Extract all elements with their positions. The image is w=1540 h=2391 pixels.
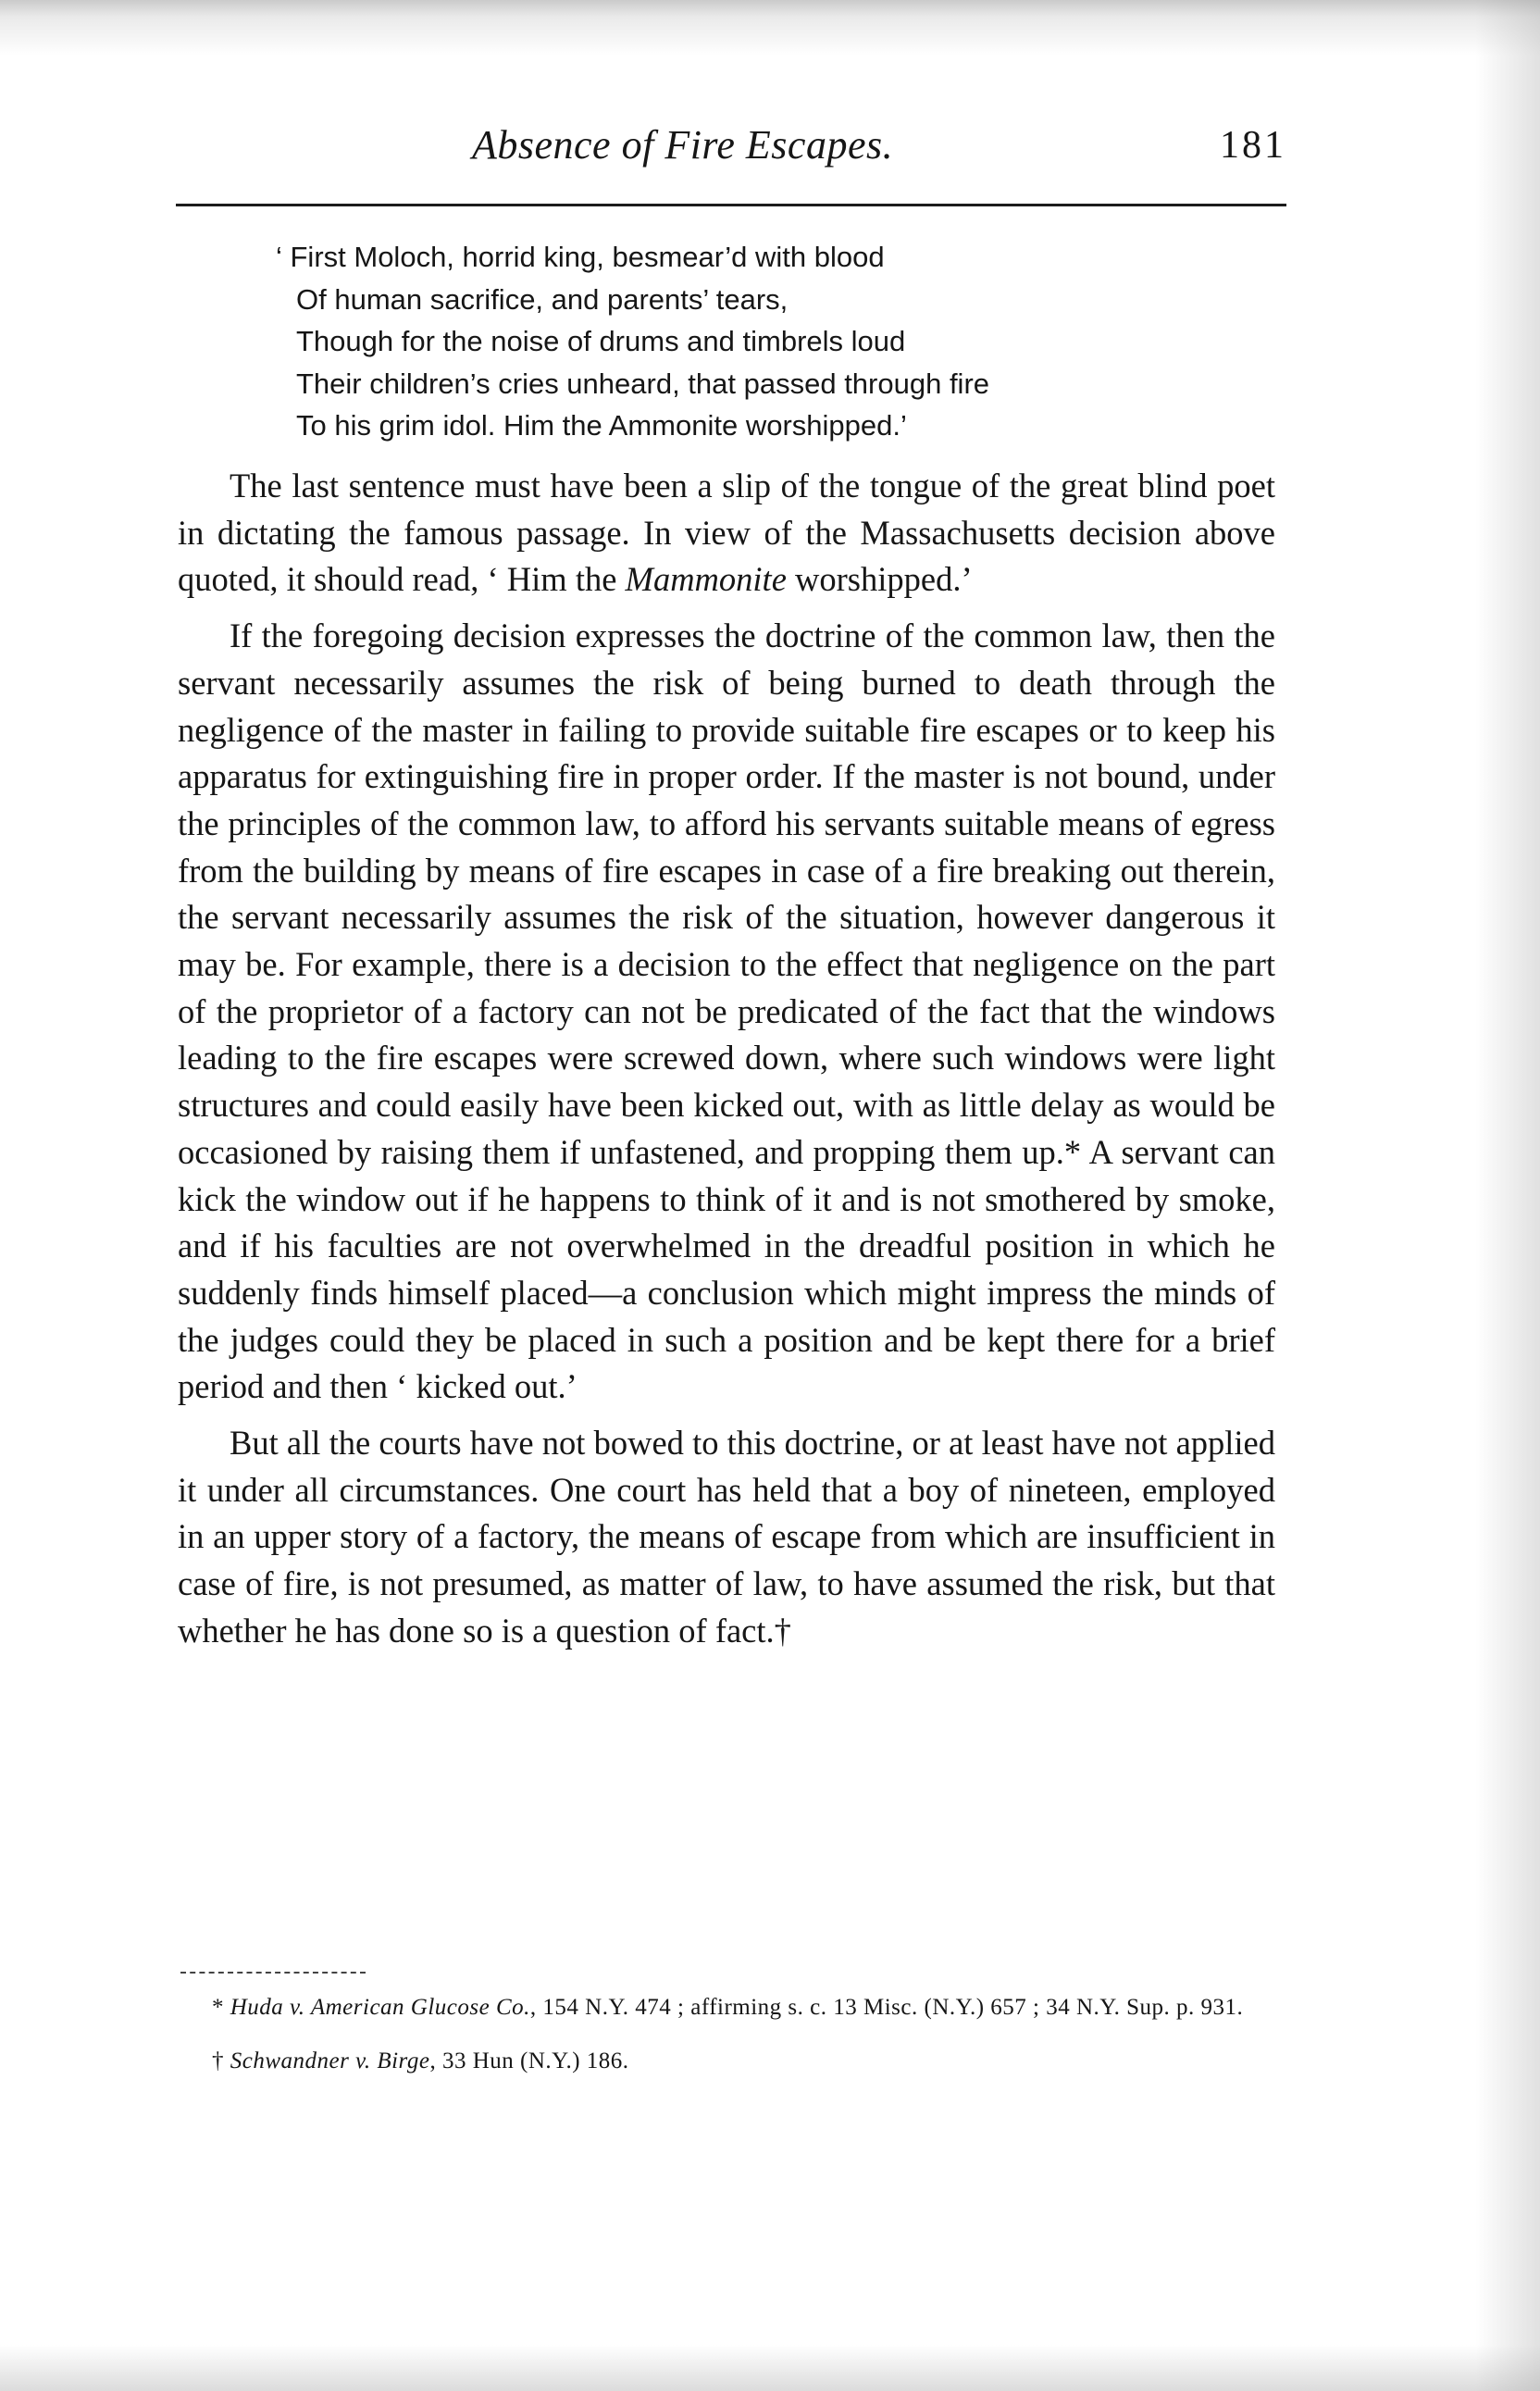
paragraph-3: But all the courts have not bowed to this doctrine, or at least have not applied it under all circumstances. One court has held that a boy of nineteen, employed in an upper story of a factory, the means of escape from which are insufficient in case of fire, is not presumed, as matter of law, to have assumed the risk, but that whether he has done so is a question of fact.† — [178, 1424, 1275, 1650]
footnote-rule — [180, 1972, 366, 1974]
verse-quotation — [276, 236, 1201, 447]
verse-line: Of human sacrifice, and parents’ tears, — [296, 282, 789, 316]
verse-line: ‘ First Moloch, horrid king, besmear’d with blood — [276, 241, 885, 273]
footnote-citation: , 33 Hun (N.Y.) 186. — [429, 2049, 629, 2073]
footnote-citation: , 154 N.Y. 474 ; affirming s. c. 13 Misc. (N.Y.) 657 ; 34 N.Y. Sup. p. 931. — [529, 1995, 1244, 2020]
scan-shadow-top — [0, 0, 1540, 56]
footnote-mark: * — [212, 1995, 230, 2020]
page-number: 181 — [1220, 124, 1286, 167]
scan-shadow-bottom — [0, 2345, 1540, 2391]
running-title: Absence of Fire Escapes. — [472, 122, 894, 168]
paragraph-1 — [178, 463, 1275, 604]
verse-line: Though for the noise of drums and timbrels loud — [296, 325, 906, 357]
footnote-case-name: Schwandner v. Birge — [230, 2049, 430, 2073]
footnotes — [180, 1988, 1282, 2081]
paragraph-1-tail: worshipped.’ — [786, 560, 973, 599]
footnote-2 — [180, 2042, 1282, 2081]
scan-shadow-right — [1475, 0, 1540, 2391]
footnote-case-name: Huda v. American Glucose Co. — [230, 1995, 530, 2020]
verse-line: To his grim idol. Him the Ammonite worshipped.’ — [296, 409, 907, 442]
footnote-mark: † — [212, 2049, 230, 2073]
body-text — [178, 463, 1275, 1655]
page-header — [176, 116, 1286, 181]
paragraph-1-text: The last sentence must have been a slip of the tongue of the great blind poet in dictating the famous passage. In view of the Massachusetts decision above quoted, it should read, ‘ Him the — [178, 467, 1275, 599]
mammonite-italic: Mammonite — [625, 560, 787, 599]
paragraph-2: If the foregoing decision expresses the doctrine of the common law, then the servant necessarily assumes the risk of being burned to death through the negligence of the master in failing to provide suitable fire escapes or to keep his apparatus for extinguishing fire in proper order. If the master is not bound, under the principles of the common law, to afford his servants suitable means of egress from the building by means of fire escapes in case of a fire breaking out therein, the servant necessarily assumes the risk of the situation, however dangerous it may be. For example, there is a decision to the effect that negligence on the part of the proprietor of a factory can not be predicated of the fact that the windows leading to the fire escapes were screwed down, where such windows were light structures and could easily have been kicked out, with as little delay as would be occasioned by raising them if unfastened, and propping them up.* A servant can kick the window out if he happens to think of it and is not smothered by smoke, and if his faculties are not overwhelmed in the dreadful position in which he suddenly finds himself placed—a conclusion which might impress the minds of the judges could they be placed in such a position and be kept there for a brief period and then ‘ kicked out.’ — [178, 616, 1275, 1406]
footnote-1 — [180, 1988, 1282, 2027]
verse-line: Their children’s cries unheard, that passed through fire — [296, 367, 990, 400]
header-rule — [176, 204, 1286, 206]
